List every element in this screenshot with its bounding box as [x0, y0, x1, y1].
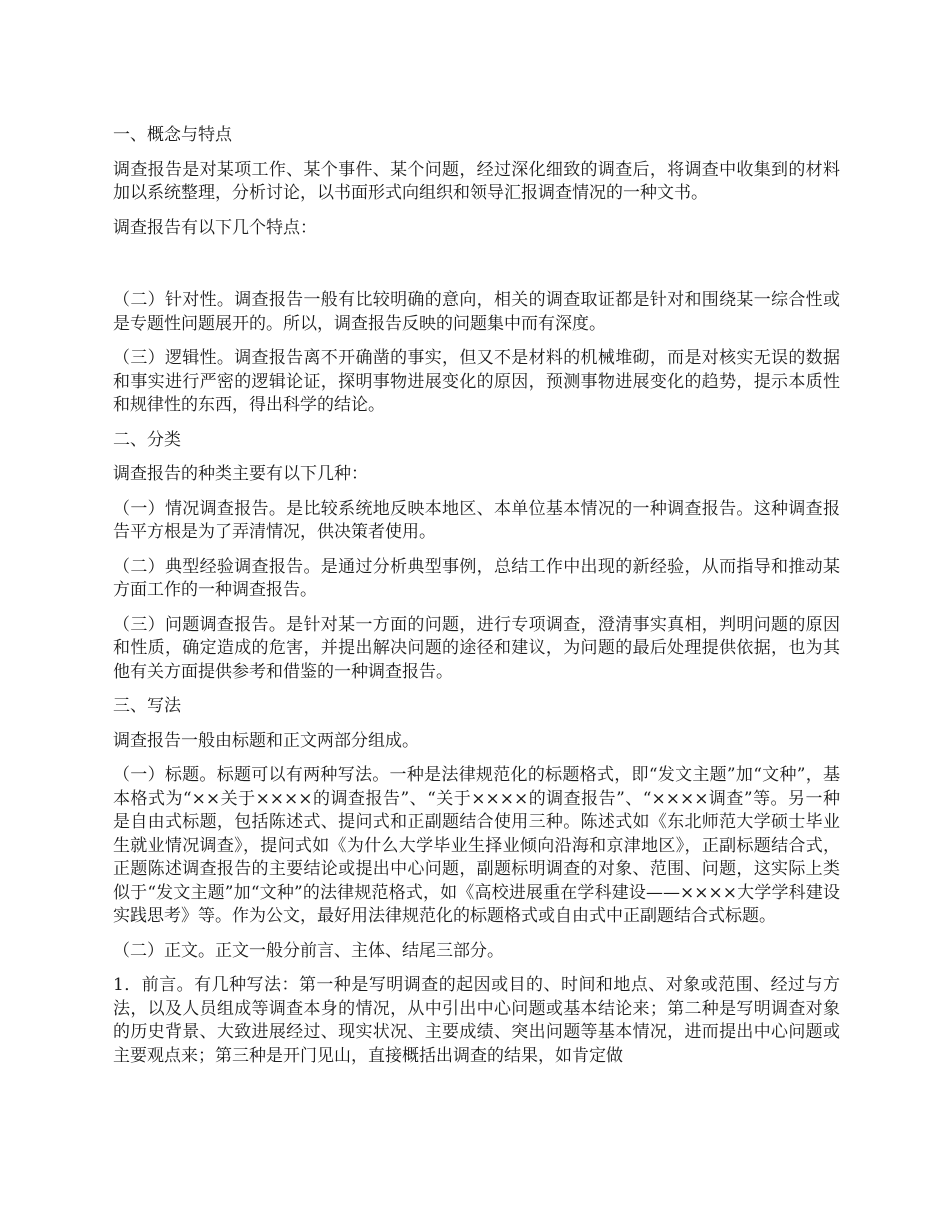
document-body	[113, 124, 840, 1079]
paragraph-type-situation: （一）情况调查报告。是比较系统地反映本地区、本单位基本情况的一种调查报告。这种调查报告平方根是为了弄清情况，供决策者使用。	[113, 498, 840, 542]
paragraph-title-formats: （一）标题。标题可以有两种写法。一种是法律规范化的标题格式，即“发文主题”加“文种”，基本格式为“××关于××××的调查报告”、“关于××××的调查报告”、“××××调查”等。另一种是自由式标题，包括陈述式、提问式和正副题结合使用三种。陈述式如《东北师范大学硕士毕业生就业情况调查》，提问式如《为什么大学毕业生择业倾向沿海和京津地区》，正副标题结合式，正题陈述调查报告的主要结论或提出中心问题，副题标明调查的对象、范围、问题，这实际上类似于“发文主题”加“文种”的法律规范格式，如《高校进展重在学科建设——××××大学学科建设实践思考》等。作为公文，最好用法律规范化的标题格式或自由式中正副题结合式标题。	[113, 765, 840, 926]
paragraph-types-intro: 调查报告的种类主要有以下几种：	[113, 464, 368, 484]
paragraph-body-parts: （二）正文。正文一般分前言、主体、结尾三部分。	[113, 940, 504, 961]
paragraph-type-experience: （二）典型经验调查报告。是通过分析典型事例，总结工作中出现的新经验，从而指导和推动某方面工作的一种调查报告。	[113, 556, 840, 600]
blank-gap	[113, 251, 840, 289]
paragraph-structure-intro: 调查报告一般由标题和正文两部分组成。	[113, 730, 419, 751]
paragraph-definition: 调查报告是对某项工作、某个事件、某个问题，经过深化细致的调查后，将调查中收集到的材料加以系统整理，分析讨论，以书面形式向组织和领导汇报调查情况的一种文书。	[113, 159, 840, 203]
section-heading-concept: 一、概念与特点	[113, 125, 232, 145]
section-heading-writing: 三、写法	[113, 696, 181, 716]
paragraph-features-intro: 调查报告有以下几个特点：	[113, 217, 317, 238]
paragraph-feature-pertinence: （二）针对性。调查报告一般有比较明确的意向，相关的调查取证都是针对和围绕某一综合性或是专题性问题展开的。所以，调查报告反映的问题集中而有深度。	[113, 290, 840, 334]
paragraph-type-problem: （三）问题调查报告。是针对某一方面的问题，进行专项调查，澄清事实真相，判明问题的原因和性质，确定造成的危害，并提出解决问题的途径和建议，为问题的最后处理提供依据，也为其他有关方面提供参考和借鉴的一种调查报告。	[113, 614, 840, 682]
section-heading-classification: 二、分类	[113, 429, 181, 450]
paragraph-preface-methods: 1．前言。有几种写法：第一种是写明调查的起因或目的、时间和地点、对象或范围、经过与方法，以及人员组成等调查本身的情况，从中引出中心问题或基本结论来；第二种是写明调查对象的历史背景、大致进展经过、现实状况、主要成绩、突出问题等基本情况，进而提出中心问题或主要观点来；第三种是开门见山，直接概括出调查的结果，如肯定做	[113, 975, 840, 1066]
paragraph-feature-logic: （三）逻辑性。调查报告离不开确凿的事实，但又不是材料的机械堆砌，而是对核实无误的数据和事实进行严密的逻辑论证，探明事物进展变化的原因，预测事物进展变化的趋势，提示本质性和规律性的东西，得出科学的结论。	[113, 348, 840, 415]
